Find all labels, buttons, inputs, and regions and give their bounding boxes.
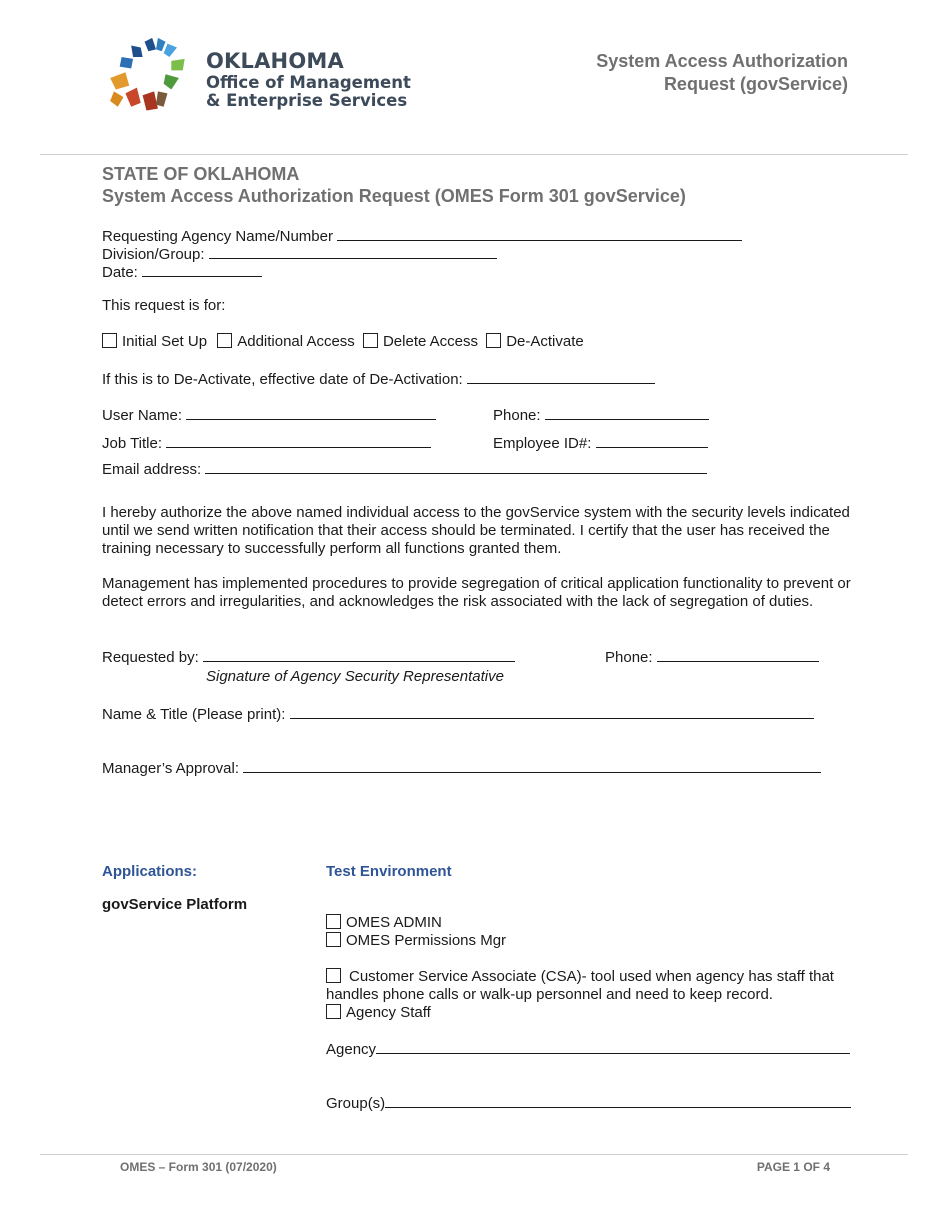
- option-label: Delete Access: [382, 333, 479, 350]
- phone-input-line[interactable]: [545, 405, 709, 420]
- requested-by-label: Requested by:: [102, 649, 199, 666]
- option-initial-setup[interactable]: [102, 333, 207, 350]
- option-label: OMES Permissions Mgr: [346, 932, 507, 949]
- header-divider: [40, 154, 908, 155]
- division-label: Division/Group:: [102, 246, 205, 263]
- date-input-line[interactable]: [142, 262, 262, 277]
- agency-field: [102, 226, 742, 246]
- option-omes-permissions-mgr[interactable]: [326, 932, 506, 950]
- option-label: De-Activate: [506, 333, 584, 350]
- agency-app-input-line[interactable]: [376, 1039, 850, 1054]
- groups-field: [326, 1093, 851, 1113]
- deactivation-date-input-line[interactable]: [467, 369, 655, 384]
- agency-app-field: [326, 1039, 850, 1059]
- checkbox[interactable]: [217, 333, 232, 348]
- option-label: Additional Access: [237, 333, 355, 350]
- manager-approval-label: Manager’s Approval:: [102, 760, 240, 777]
- employee-id-label: Employee ID#:: [493, 435, 592, 452]
- footer-divider: [40, 1154, 908, 1155]
- checkbox[interactable]: [326, 968, 341, 983]
- checkbox[interactable]: [326, 914, 341, 929]
- option-agency-staff[interactable]: [326, 1004, 431, 1022]
- manager-approval-signature-line[interactable]: [243, 758, 821, 773]
- form-heading: [102, 164, 686, 207]
- agency-input-line[interactable]: [337, 226, 742, 241]
- option-label: Initial Set Up: [122, 333, 208, 350]
- user-name-input-line[interactable]: [186, 405, 436, 420]
- requester-phone-label: Phone:: [605, 649, 653, 666]
- user-name-field: [102, 405, 436, 425]
- name-title-input-line[interactable]: [290, 704, 814, 719]
- omes-logo-mark: [108, 36, 204, 122]
- manager-approval-field: [102, 758, 821, 778]
- agency-label: Requesting Agency Name/Number: [102, 228, 333, 245]
- applications-label: Applications:: [102, 863, 198, 880]
- checkbox[interactable]: [326, 932, 341, 947]
- org-name-line3: & Enterprise Services: [206, 91, 408, 111]
- checkbox[interactable]: [363, 333, 378, 348]
- groups-label: Group(s): [326, 1095, 386, 1112]
- org-name-line2: Office of Management: [206, 72, 411, 92]
- management-paragraph: Management has implemented procedures to provide segregation of critical application functionality to prevent or detect errors and irregularities, and acknowledges the risk associated with the lack of segregation of duties.: [102, 575, 851, 610]
- name-title-label: Name & Title (Please print):: [102, 706, 286, 723]
- date-field: [102, 262, 262, 282]
- name-title-field: [102, 704, 814, 724]
- agency-app-label: Agency: [326, 1041, 377, 1058]
- deactivation-date-field: [102, 369, 655, 389]
- phone-field: [493, 405, 709, 425]
- heading-form-title: System Access Authorization Request (OMES Form 301 govService): [102, 185, 686, 206]
- organization-name: [206, 50, 411, 111]
- requester-phone-input-line[interactable]: [657, 647, 819, 662]
- division-field: [102, 244, 497, 264]
- govservice-platform-label: govService Platform: [102, 896, 248, 913]
- checkbox[interactable]: [326, 1004, 341, 1019]
- option-label: Agency Staff: [346, 1004, 431, 1021]
- footer-form-id: OMES – Form 301 (07/2020): [120, 1160, 277, 1174]
- authorization-paragraph: I hereby authorize the above named individual access to the govService system with the security levels indicated until we send written notification that their access should be terminated. I certify that the user has received the training necessary to successfully perform all functions granted them.: [102, 504, 850, 557]
- job-title-label: Job Title:: [102, 435, 163, 452]
- deactivation-date-label: If this is to De-Activate, effective date of De-Activation:: [102, 371, 463, 388]
- checkbox[interactable]: [486, 333, 501, 348]
- heading-state: STATE OF OKLAHOMA: [102, 164, 300, 184]
- employee-id-input-line[interactable]: [596, 433, 708, 448]
- option-deactivate[interactable]: [486, 333, 584, 350]
- requester-phone-field: [605, 647, 819, 667]
- doc-title-line2: Request (govService): [663, 74, 848, 95]
- option-label: Customer Service Associate (CSA)- tool used when agency has staff that handles phone calls or walk-up personnel and need to keep record.: [326, 968, 834, 1003]
- option-omes-admin[interactable]: [326, 914, 442, 932]
- org-name-line1: OKLAHOMA: [206, 49, 344, 73]
- email-field: [102, 459, 707, 479]
- request-for-label: This request is for:: [102, 297, 226, 314]
- option-label: OMES ADMIN: [346, 914, 442, 931]
- job-title-input-line[interactable]: [166, 433, 431, 448]
- user-name-label: User Name:: [102, 407, 183, 424]
- doc-title-line1: System Access Authorization: [596, 51, 848, 71]
- option-delete-access[interactable]: [363, 333, 478, 350]
- checkbox[interactable]: [102, 333, 117, 348]
- employee-id-field: [493, 433, 708, 453]
- request-options: [102, 333, 584, 351]
- email-input-line[interactable]: [205, 459, 707, 474]
- division-input-line[interactable]: [209, 244, 497, 259]
- job-title-field: [102, 433, 431, 453]
- requested-by-signature-line[interactable]: [203, 647, 515, 662]
- document-title: [596, 50, 848, 97]
- groups-input-line[interactable]: [385, 1093, 851, 1108]
- requested-by-field: [102, 647, 515, 667]
- footer-page-number: PAGE 1 OF 4: [756, 1160, 830, 1174]
- email-label: Email address:: [102, 461, 202, 478]
- date-label: Date:: [102, 264, 138, 281]
- option-csa[interactable]: [326, 968, 866, 1004]
- signature-caption: Signature of Agency Security Representative: [206, 668, 504, 685]
- test-environment-label: Test Environment: [326, 863, 452, 880]
- option-additional-access[interactable]: [217, 333, 355, 350]
- phone-label: Phone:: [493, 407, 541, 424]
